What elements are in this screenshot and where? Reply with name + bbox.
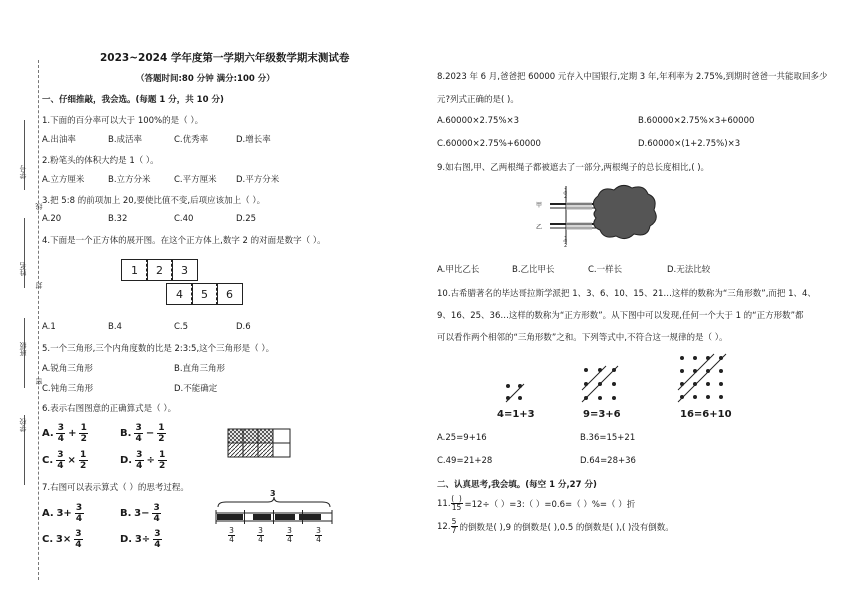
q9-option-a[interactable]: A.甲比乙长 xyxy=(437,265,480,275)
page-subtitle: （答题时间:80 分钟 满分:100 分） xyxy=(136,74,275,84)
q10-option-c[interactable]: C.49=21+28 xyxy=(437,456,493,466)
q10-text-line2: 9、16、25、36…这样的数称为“正方形数”。从下图中可以发现,任何一个大于 1 的“正方形数”都 xyxy=(437,311,804,321)
q11-line xyxy=(437,495,635,512)
q7-option-b[interactable]: B. 3− $\frac{3}{4}$ xyxy=(120,503,160,524)
student-id-label: 学号 xyxy=(19,165,27,179)
q2-option-c[interactable]: C.平方厘米 xyxy=(174,175,217,185)
q12-number: 12. xyxy=(437,521,451,532)
school-label: 学校 xyxy=(19,418,27,432)
q10-text-line1: 10.古希腊著名的毕达哥拉斯学派把 1、3、6、10、15、21…这样的数称为“三角形数”,而把 1、4、 xyxy=(437,289,816,299)
cube-net-cell-4: 4 xyxy=(166,283,193,305)
q10-dot-figure-2x2 xyxy=(500,378,530,408)
q10-option-d[interactable]: D.64=28+36 xyxy=(580,456,636,466)
q9-rope-cloud-figure xyxy=(530,180,660,252)
cube-net-cell-6: 6 xyxy=(216,283,243,305)
q5-option-b[interactable]: B.直角三角形 xyxy=(174,364,226,374)
q4-text: 4.下面是一个正方体的展开图。在这个正方体上,数字 2 的对面是数字（ ）。 xyxy=(42,236,326,246)
q5-text: 5.一个三角形,三个内角度数的比是 2:3:5,这个三角形是（ ）。 xyxy=(42,344,275,354)
q5-option-a[interactable]: A.锐角三角形 xyxy=(42,364,93,374)
q6-text: 6.表示右图图意的正确算式是（ ）。 xyxy=(42,404,177,414)
q10-equation-1: 4=1+3 xyxy=(497,409,535,420)
q6-option-d[interactable]: D. $\frac{3}{4}$ ÷ $\frac{1}{2}$ xyxy=(120,450,166,471)
q4-option-b[interactable]: B.4 xyxy=(108,322,122,332)
q9-option-b[interactable]: B.乙比甲长 xyxy=(512,265,555,275)
q8-option-a[interactable]: A.60000×2.75%×3 xyxy=(437,116,520,126)
svg-text:1: 1 xyxy=(564,236,568,242)
q9-option-c[interactable]: C.一样长 xyxy=(588,265,623,275)
q7-text: 7.右图可以表示算式（ ）的思考过程。 xyxy=(42,483,189,493)
q4-option-c[interactable]: C.5 xyxy=(174,322,189,332)
q12-rest: 的倒数是( ),9 的倒数是( ),0.5 的倒数是( ),( )没有倒数。 xyxy=(459,522,674,533)
cube-net-cell-2: 2 xyxy=(146,259,173,281)
section-2-heading: 二、认真思考,我会填。(每空 1 分,27 分) xyxy=(437,480,597,490)
q8-option-d[interactable]: D.60000×(1+2.75%)×3 xyxy=(638,139,741,149)
q3-option-c[interactable]: C.40 xyxy=(174,214,194,224)
cube-net-cell-1: 1 xyxy=(121,259,148,281)
q7-brace-label: 3 xyxy=(270,489,276,498)
q12-line xyxy=(437,518,674,535)
fraction: $\frac{3}{4}$ xyxy=(153,503,160,524)
q9-rope-label-jia: 甲 xyxy=(536,202,543,209)
q8-text-line2: 元?列式正确的是( )。 xyxy=(437,95,519,105)
fraction: $\frac{3}{4}$ xyxy=(75,529,82,550)
q8-option-c[interactable]: C.60000×2.75%+60000 xyxy=(437,139,541,149)
q5-option-c[interactable]: C.钝角三角形 xyxy=(42,384,94,394)
q3-text: 3.把 5:8 的前项加上 20,要使比值不变,后项应该加上（ ）。 xyxy=(42,196,266,206)
q3-option-d[interactable]: D.25 xyxy=(236,214,257,224)
q10-dot-figure-3x3 xyxy=(578,362,622,406)
fraction: $\frac{1}{2}$ xyxy=(158,450,166,471)
fraction: $\frac{3}{4}$ xyxy=(135,423,142,444)
q3-option-b[interactable]: B.32 xyxy=(108,214,128,224)
q1-option-c[interactable]: C.优秀率 xyxy=(174,135,209,145)
section-1-heading: 一、仔细推敲，我会选。(每题 1 分，共 10 分) xyxy=(42,95,224,105)
q7-option-d[interactable]: D. 3÷ $\frac{3}{4}$ xyxy=(120,529,161,550)
cube-net-cell-3: 3 xyxy=(171,259,198,281)
q11-rest: =12÷（ ）=3:（ ）=0.6=（ ）%=（ ）折 xyxy=(464,499,636,510)
q11-fraction: ( ) 15 xyxy=(451,494,462,512)
q7-bar xyxy=(215,510,333,524)
cube-net-cell-5: 5 xyxy=(191,283,218,305)
name-rule xyxy=(24,218,25,288)
q7-option-a[interactable]: A. 3+ $\frac{3}{4}$ xyxy=(42,503,83,524)
q7-option-c[interactable]: C. 3× $\frac{3}{4}$ xyxy=(42,529,82,550)
q9-text: 9.如右图,甲、乙两根绳子都被遮去了一部分,两根绳子的总长度相比,( )。 xyxy=(437,163,710,173)
q7-tick-label-1: 3 4 xyxy=(229,526,234,544)
q12-fraction: 5 7 xyxy=(451,517,457,535)
q2-option-d[interactable]: D.平方分米 xyxy=(236,175,280,185)
svg-text:2: 2 xyxy=(564,194,568,200)
svg-text:1: 1 xyxy=(564,188,568,194)
q3-option-a[interactable]: A.20 xyxy=(42,214,62,224)
q7-tick-label-2: 3 4 xyxy=(258,526,263,544)
q2-option-a[interactable]: A.立方厘米 xyxy=(42,175,85,185)
q8-option-b[interactable]: B.60000×2.75%×3+60000 xyxy=(638,116,755,126)
fraction: $\frac{3}{4}$ xyxy=(57,423,65,444)
q7-tick-label-3: 3 4 xyxy=(287,526,292,544)
q2-option-b[interactable]: B.立方分米 xyxy=(108,175,151,185)
binding-mark-line: 线 xyxy=(35,203,43,210)
fraction: $\frac{1}{2}$ xyxy=(80,450,87,471)
q9-rope-label-yi: 乙 xyxy=(536,224,543,231)
q6-option-c[interactable]: C. $\frac{3}{4}$ × $\frac{1}{2}$ xyxy=(42,450,87,471)
q1-option-b[interactable]: B.成活率 xyxy=(108,135,143,145)
q7-tick-label-4: 3 4 xyxy=(316,526,321,544)
fraction: $\frac{3}{4}$ xyxy=(57,450,64,471)
fraction: $\frac{1}{2}$ xyxy=(80,423,87,444)
student-id-rule xyxy=(24,120,25,190)
q1-text: 1.下面的百分率可以大于 100%的是（ ）。 xyxy=(42,116,204,126)
q10-option-a[interactable]: A.25=9+16 xyxy=(437,433,487,443)
fraction: $\frac{3}{4}$ xyxy=(75,503,83,524)
q8-text-line1: 8.2023 年 6 月,爸爸把 60000 元存入中国银行,定期 3 年,年利率为 2.75%,到期时爸爸一共能取回多少 xyxy=(437,72,828,82)
q1-option-a[interactable]: A.出油率 xyxy=(42,135,76,145)
q10-equation-2: 9=3+6 xyxy=(583,409,621,420)
q6-shaded-rectangle-figure xyxy=(227,428,291,458)
binding-mark-secret: 密 xyxy=(35,378,43,385)
q11-number: 11. xyxy=(437,498,451,509)
q6-option-b[interactable]: B. $\frac{3}{4}$ − $\frac{1}{2}$ xyxy=(120,423,165,444)
q1-option-d[interactable]: D.增长率 xyxy=(236,135,271,145)
q6-option-a[interactable]: A. $\frac{3}{4}$ + $\frac{1}{2}$ xyxy=(42,423,87,444)
q10-text-line3: 可以看作两个相邻的“三角形数”之和。下列等式中,不符合这一规律的是（ ）。 xyxy=(437,333,728,343)
binding-mark-seal: 封 xyxy=(35,282,43,289)
page-title: 2023~2024 学年度第一学期六年级数学期末测试卷 xyxy=(100,52,350,64)
q10-equation-3: 16=6+10 xyxy=(680,409,732,420)
q9-option-d[interactable]: D.无法比较 xyxy=(667,265,711,275)
name-label: 姓名 xyxy=(19,262,27,276)
q10-option-b[interactable]: B.36=15+21 xyxy=(580,433,636,443)
q2-text: 2.粉笔头的体积大约是 1（ ）。 xyxy=(42,156,159,166)
svg-text:2: 2 xyxy=(564,243,568,249)
class-label: 班级 xyxy=(19,342,27,356)
fraction: $\frac{3}{4}$ xyxy=(154,529,161,550)
q4-option-a[interactable]: A.1 xyxy=(42,322,56,332)
fraction: $\frac{3}{4}$ xyxy=(136,450,143,471)
q5-option-d[interactable]: D.不能确定 xyxy=(174,384,218,394)
q4-option-d[interactable]: D.6 xyxy=(236,322,251,332)
fraction: $\frac{1}{2}$ xyxy=(158,423,165,444)
binding-dashed-line xyxy=(38,60,39,580)
q10-dot-figure-4x4 xyxy=(674,350,730,406)
